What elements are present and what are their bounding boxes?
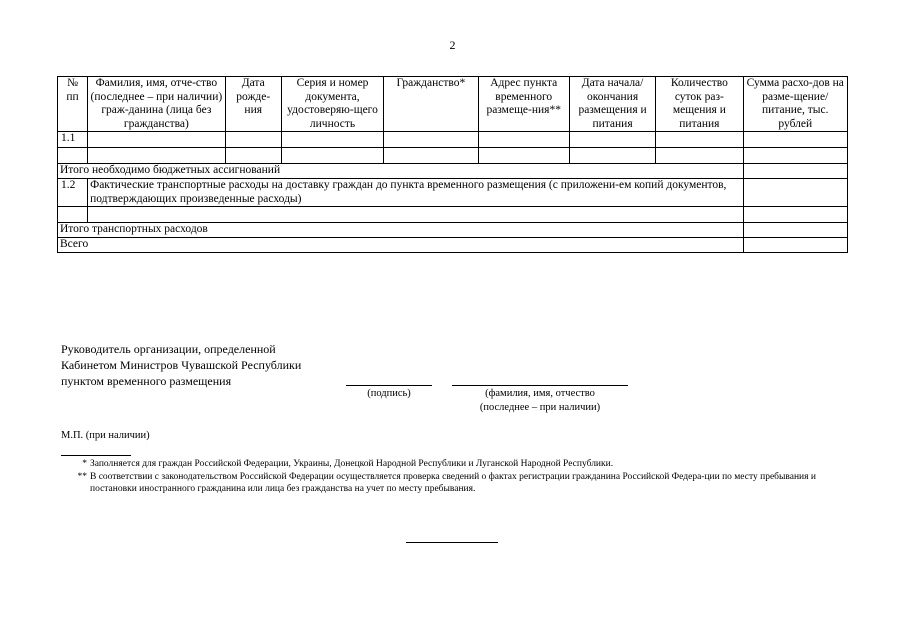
footnote <box>57 458 852 471</box>
header-citizenship: Гражданство* <box>384 77 478 132</box>
signature-line <box>346 385 432 386</box>
header-full-name: Фамилия, имя, отче-ство (последнее – при наличии) граж-данина (лица без гражданства) <box>88 77 226 132</box>
name-caption-line2: (последнее – при наличии) <box>479 402 601 413</box>
header-number: № пп <box>58 77 88 132</box>
page-number: 2 <box>449 38 456 52</box>
table-row <box>58 148 848 164</box>
signer-block <box>61 341 301 389</box>
table-header-row <box>58 77 848 132</box>
header-address: Адрес пункта временного размеще-ния** <box>478 77 569 132</box>
row-number: 1.2 <box>58 179 88 207</box>
footnote-mark: ** <box>77 471 87 482</box>
grand-total-label: Всего <box>58 238 744 253</box>
header-days-count: Количество суток раз-мещения и питания <box>656 77 743 132</box>
name-line <box>452 385 628 386</box>
header-id-document: Серия и номер документа, удостоверяю-щего личность <box>281 77 383 132</box>
total-transport-row <box>58 223 848 238</box>
total-budget-label: Итого необходимо бюджетных ассигнований <box>58 164 744 179</box>
name-caption-line1: (фамилия, имя, отчество <box>485 388 595 399</box>
signer-line: Кабинетом Министров Чувашской Республики <box>61 358 302 372</box>
stamp-place: М.П. (при наличии) <box>61 430 150 441</box>
footnote-text: Заполняется для граждан Российской Федерации, Украины, Донецкой Народной Республики и Луганской Народной Республики. <box>90 459 614 469</box>
name-caption <box>440 387 640 415</box>
footnote <box>57 471 852 496</box>
expenses-table <box>57 76 848 253</box>
total-budget-row <box>58 164 848 179</box>
transport-description: Фактические транспортные расходы на доставку граждан до пункта временного размещения (с приложени-ем копий документов, подтверждающих произведенные расходы) <box>88 179 743 207</box>
header-birth-date: Дата рожде-ния <box>225 77 281 132</box>
footnote-divider <box>61 455 131 456</box>
end-divider <box>406 542 498 543</box>
signer-line: пунктом временного размещения <box>61 374 232 388</box>
footnote-mark: * <box>82 459 87 469</box>
footnotes <box>57 458 852 496</box>
footnote-text: В соответствии с законодательством Российской Федерации осуществляется проверка сведений о фактах регистрации гражданина Российской Федера-ции по месту пребывания и постановки иностранного гражданина или лица без гражданства на учет по месту пребывания. <box>90 471 816 494</box>
header-amount: Сумма расхо-дов на разме-щение/ питание, тыс. рублей <box>743 77 847 132</box>
signature-caption: (подпись) <box>367 388 411 399</box>
row-number: 1.1 <box>58 132 88 148</box>
header-dates: Дата начала/ окончания размещения и питания <box>569 77 655 132</box>
signer-line: Руководитель организации, определенной <box>61 342 276 356</box>
transport-row <box>58 179 848 207</box>
table-row <box>58 132 848 148</box>
table-row <box>58 207 848 223</box>
total-transport-label: Итого транспортных расходов <box>58 223 744 238</box>
grand-total-row <box>58 238 848 253</box>
